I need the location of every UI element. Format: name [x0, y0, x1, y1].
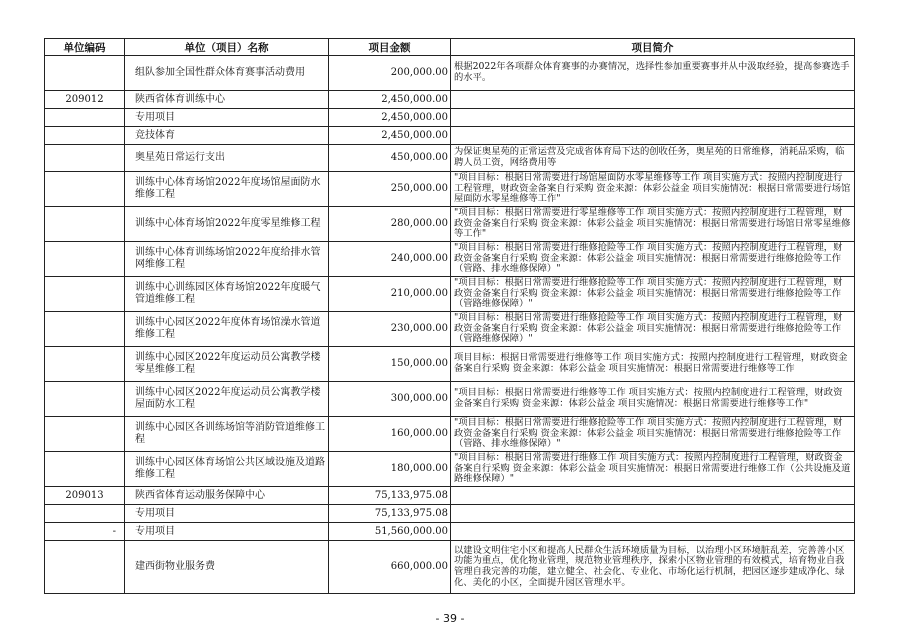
budget-table-page — [44, 38, 854, 594]
unit-code — [45, 452, 125, 487]
project-amount: 2,450,000.00 — [329, 91, 451, 109]
project-amount: 450,000.00 — [329, 145, 451, 172]
unit-code — [45, 277, 125, 312]
page-number: - 39 - — [435, 612, 465, 625]
unit-code — [45, 145, 125, 172]
unit-code: - — [45, 523, 125, 541]
project-description: 根据2022年各项群众体育赛事的办赛情况，选择性参加重要赛事并从中汲取经验，提高参赛选手的水平。 — [451, 56, 855, 91]
project-amount: 2,450,000.00 — [329, 109, 451, 127]
project-description — [451, 127, 855, 145]
project-amount: 660,000.00 — [329, 541, 451, 594]
project-amount: 210,000.00 — [329, 277, 451, 312]
project-description: "项目目标：根据日常需要进行维修抢险等工作 项目实施方式：按照内控制度进行工程管理，财政资金备案自行采购 资金来源：体彩公益金 项目实施情况：根据日常需要进行维修抢险等工作（管路维修保障）" — [451, 312, 855, 347]
project-description: "项目目标：根据日常需要进行维修等工作 项目实施方式：按照内控制度进行工程管理，财政资金备案自行采购 资金来源：体彩公益金 项目实施情况：根据日常需要进行维修等工作" — [451, 382, 855, 417]
unit-code — [45, 56, 125, 91]
project-amount: 75,133,975.08 — [329, 505, 451, 523]
project-amount: 51,560,000.00 — [329, 523, 451, 541]
project-name: 训练中心园区2022年度运动员公寓教学楼屋面防水工程 — [125, 382, 329, 417]
project-name: 专用项目 — [125, 109, 329, 127]
project-description — [451, 487, 855, 505]
project-name: 专用项目 — [125, 505, 329, 523]
header-unit-code: 单位编码 — [45, 39, 125, 56]
project-amount: 2,450,000.00 — [329, 127, 451, 145]
project-description: "项目目标：根据日常需要进行维修工作 项目实施方式：按照内控制度进行工程管理，财政资金备案自行采购 资金来源：体彩公益金 项目实施情况：根据日常需要进行维修工作（公共设施及道路维修保障）" — [451, 452, 855, 487]
unit-code — [45, 207, 125, 242]
project-amount: 180,000.00 — [329, 452, 451, 487]
unit-code — [45, 541, 125, 594]
project-budget-table — [44, 38, 855, 594]
table-row — [45, 452, 855, 487]
table-row — [45, 127, 855, 145]
project-amount: 230,000.00 — [329, 312, 451, 347]
project-name: 训练中心园区2022年度体育场馆澡水管道维修工程 — [125, 312, 329, 347]
project-amount: 160,000.00 — [329, 417, 451, 452]
project-name: 训练中心体育场馆2022年度零星维修工程 — [125, 207, 329, 242]
table-row — [45, 382, 855, 417]
project-description: "项目目标：根据日常需要进行场馆屋面防水零星维修等工作 项目实施方式：按照内控制度进行工程管理，财政资金备案自行采购 资金来源：体彩公益金 项目实施情况：根据日常需要进行场馆屋面防水零星维修等工作" — [451, 172, 855, 207]
project-amount: 75,133,975.08 — [329, 487, 451, 505]
project-amount: 240,000.00 — [329, 242, 451, 277]
unit-code — [45, 172, 125, 207]
project-description — [451, 91, 855, 109]
table-row — [45, 487, 855, 505]
table-header-row — [45, 39, 855, 56]
unit-code — [45, 312, 125, 347]
project-name: 训练中心体育场馆2022年度场馆屋面防水维修工程 — [125, 172, 329, 207]
project-description — [451, 505, 855, 523]
table-row — [45, 417, 855, 452]
project-name: 奥星苑日常运行支出 — [125, 145, 329, 172]
project-amount: 200,000.00 — [329, 56, 451, 91]
project-amount: 280,000.00 — [329, 207, 451, 242]
header-amount: 项目金额 — [329, 39, 451, 56]
project-description: "项目目标：根据日常需要进行维修抢险等工作 项目实施方式：按照内控制度进行工程管理，财政资金备案自行采购 资金来源：体彩公益金 项目实施情况：根据日常需要进行维修抢险等工作（管路、排水维修保障）" — [451, 242, 855, 277]
project-name: 训练中心体育训练场馆2022年度给排水管网维修工程 — [125, 242, 329, 277]
table-row — [45, 207, 855, 242]
table-row — [45, 145, 855, 172]
table-row — [45, 347, 855, 382]
project-name: 建西街物业服务费 — [125, 541, 329, 594]
project-name: 专用项目 — [125, 523, 329, 541]
table-row — [45, 523, 855, 541]
unit-code — [45, 417, 125, 452]
table-row — [45, 56, 855, 91]
project-description — [451, 523, 855, 541]
project-name: 训练中心训练园区体育场馆2022年度暖气管道维修工程 — [125, 277, 329, 312]
header-unit-name: 单位（项目）名称 — [125, 39, 329, 56]
project-name: 训练中心园区各训练场馆等消防管道维修工程 — [125, 417, 329, 452]
project-name: 竞技体育 — [125, 127, 329, 145]
table-row — [45, 172, 855, 207]
project-description: 为保证奥星苑的正常运营及完成省体育局下达的创收任务，奥星苑的日常维修，消耗品采购，临聘人员工资，网络费用等 — [451, 145, 855, 172]
project-amount: 300,000.00 — [329, 382, 451, 417]
project-description: "项目目标：根据日常需要进行维修抢险等工作 项目实施方式：按照内控制度进行工程管理，财政资金备案自行采购 资金来源：体彩公益金 项目实施情况：根据日常需要进行维修抢险等工作（管路维修保障）" — [451, 277, 855, 312]
project-name: 陕西省体育运动服务保障中心 — [125, 487, 329, 505]
unit-code — [45, 347, 125, 382]
table-row — [45, 541, 855, 594]
unit-code — [45, 242, 125, 277]
project-name: 组队参加全国性群众体育赛事活动费用 — [125, 56, 329, 91]
table-row — [45, 505, 855, 523]
project-description: 项目目标：根据日常需要进行维修等工作 项目实施方式：按照内控制度进行工程管理，财政资金备案自行采购 资金来源：体彩公益金 项目实施情况：根据日常需要进行维修等工作 — [451, 347, 855, 382]
unit-code — [45, 505, 125, 523]
project-name: 陕西省体育训练中心 — [125, 91, 329, 109]
project-amount: 150,000.00 — [329, 347, 451, 382]
table-row — [45, 242, 855, 277]
unit-code — [45, 127, 125, 145]
project-name: 训练中心园区2022年度运动员公寓教学楼零星维修工程 — [125, 347, 329, 382]
project-description: "项目目标：根据日常需要进行零星维修等工作 项目实施方式：按照内控制度进行工程管理，财政资金备案自行采购 资金来源：体彩公益金 项目实施情况：根据日常需要进行场馆日常零星维修等工作" — [451, 207, 855, 242]
table-row — [45, 312, 855, 347]
table-row — [45, 91, 855, 109]
project-description — [451, 109, 855, 127]
unit-code — [45, 382, 125, 417]
header-description: 项目简介 — [451, 39, 855, 56]
project-amount: 250,000.00 — [329, 172, 451, 207]
unit-code — [45, 109, 125, 127]
table-row — [45, 277, 855, 312]
project-description: "项目目标：根据日常需要进行维修抢险等工作 项目实施方式：按照内控制度进行工程管理，财政资金备案自行采购 资金来源：体彩公益金 项目实施情况：根据日常需要进行维修抢险等工作（管路、排水维修保障）" — [451, 417, 855, 452]
project-description: 以建设文明住宅小区和提高人民群众生活环境质量为目标，以治理小区环境脏乱差，完善善小区功能为重点，优化物业管理，规范物业管理秩序，探索小区物业管理的有效模式，培育物业自我管理自我完善的功能，建立健全、社会化、专业化、市场化运行机制，把园区逐步建成净化、绿化、美化的小区，全面提升园区管理水平。 — [451, 541, 855, 594]
unit-code: 209012 — [45, 91, 125, 109]
table-row — [45, 109, 855, 127]
unit-code: 209013 — [45, 487, 125, 505]
project-name: 训练中心园区体育场馆公共区域设施及道路维修工程 — [125, 452, 329, 487]
